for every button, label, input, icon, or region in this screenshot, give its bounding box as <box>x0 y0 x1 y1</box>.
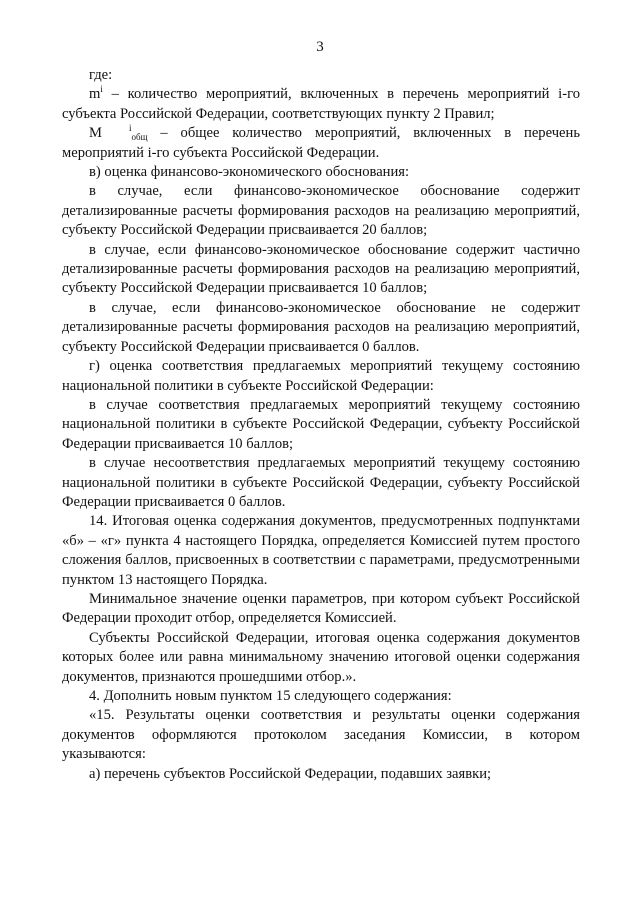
paragraph-financial-0: в случае, если финансово-экономическое обоснование не содержит детализированные расчеты формирования расходов на реализацию мероприятий, субъекту Российской Федерации присваивается 0 баллов. <box>62 299 580 355</box>
paragraph-item-15-a: а) перечень субъектов Российской Федерации, подавших заявки; <box>89 765 492 782</box>
paragraph-m-definition <box>62 85 580 124</box>
paragraph-policy-assessment: г) оценка соответствия предлагаемых мероприятий текущему состоянию национальной политики в субъекте Российской Федерации: <box>62 358 580 394</box>
paragraph-m-total-definition <box>62 124 580 163</box>
paragraph-add-item-15: 4. Дополнить новым пунктом 15 следующего содержания: <box>89 688 452 704</box>
m-definition-text: – количество мероприятий, включенных в перечень мероприятий i-го субъекта Российской Федерации, соответствующих пункту 2 Правил; <box>62 86 580 122</box>
paragraph-financial-10: в случае, если финансово-экономическое обоснование содержит частично детализированные расчеты формирования расходов на реализацию мероприятий, субъекту Российской Федерации присваивается 10 баллов; <box>62 241 580 297</box>
document-body <box>62 66 580 784</box>
m-total-definition-text: – общее количество мероприятий, включенных в перечень мероприятий i-го субъекта Российской Федерации. <box>62 125 580 161</box>
paragraph-policy-10: в случае соответствия предлагаемых мероприятий текущему состоянию национальной политики в субъекте Российской Федерации, субъекту Российской Федерации присваивается 10 баллов; <box>62 396 580 452</box>
paragraph-item-15: «15. Результаты оценки соответствия и результаты оценки содержания документов оформляются протоколом заседания Комиссии, в котором указываются: <box>62 707 580 763</box>
variable-m-total: M <box>89 125 102 142</box>
page-number: 3 <box>316 39 324 55</box>
variable-m-total-subscript: общ <box>131 132 148 143</box>
paragraph-financial-20: в случае, если финансово-экономическое обоснование содержит детализированные расчеты формирования расходов на реализацию мероприятий, субъекту Российской Федерации присваивается 20 баллов; <box>62 183 580 239</box>
paragraph-passed-selection: Субъекты Российской Федерации, итоговая оценка содержания документов которых более или равна минимальному значению итоговой оценки содержания документов, признаются прошедшими отбор.». <box>62 629 580 685</box>
paragraph-item-14: 14. Итоговая оценка содержания документов, предусмотренных подпунктами «б» – «г» пункта 4 настоящего Порядка, определяется Комиссией путем простого сложения баллов, присвоенных в соответствии с параметрами, предусмотренными пунктом 13 настоящего Порядка. <box>62 513 580 588</box>
variable-m-superscript: i <box>100 84 103 95</box>
paragraph-minimum-value: Минимальное значение оценки параметров, при котором субъект Российской Федерации проходит отбор, определяется Комиссией. <box>62 590 580 627</box>
variable-m-total-superscript: i <box>128 123 132 134</box>
paragraph-financial-assessment: в) оценка финансово-экономического обоснования: <box>89 164 410 181</box>
paragraph-where: где: <box>89 67 113 83</box>
variable-m: m <box>89 86 101 103</box>
paragraph-policy-0: в случае несоответствия предлагаемых мероприятий текущему состоянию национальной политики в субъекте Российской Федерации, субъекту Российской Федерации присваивается 0 баллов. <box>62 455 580 510</box>
